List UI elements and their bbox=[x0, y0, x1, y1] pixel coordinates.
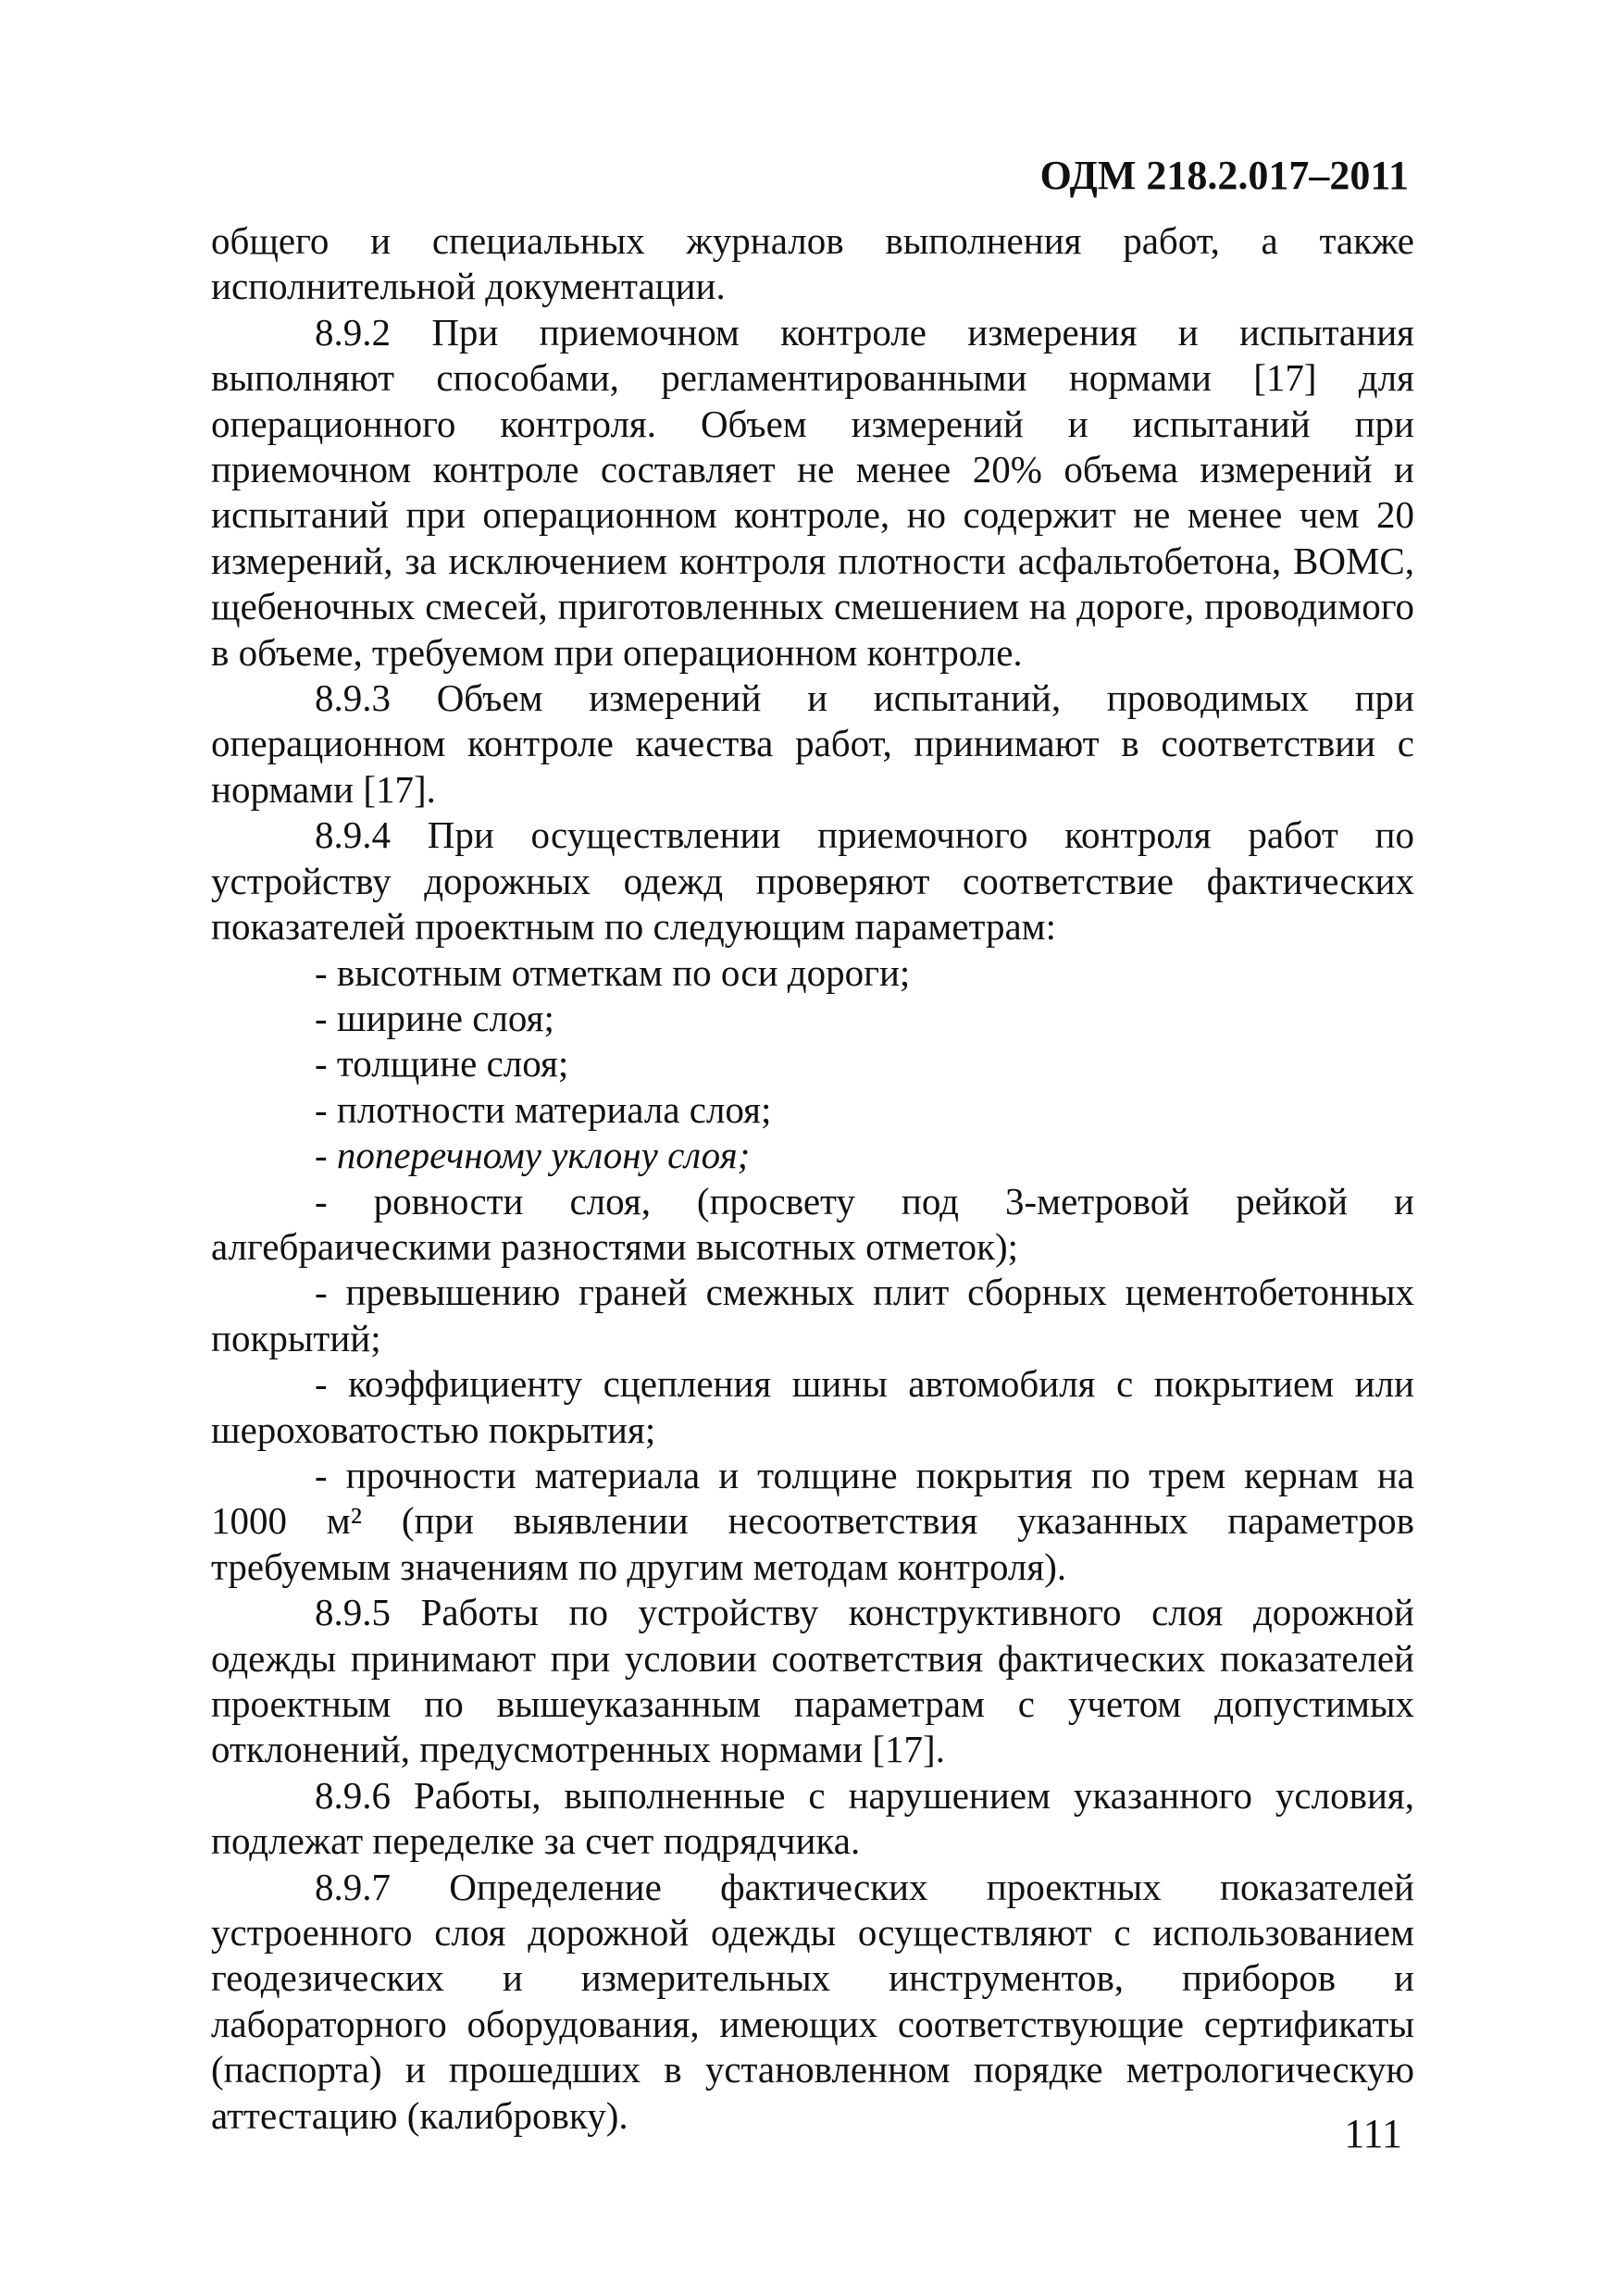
parameters-list bbox=[211, 950, 1414, 1591]
paragraph-8-9-4: 8.9.4 При осуществлении приемочного контроля работ по устройству дорожных одежд проверяют соответствие фактических показателей проектным по следующим параметрам: bbox=[211, 813, 1414, 949]
paragraph-8-9-7: 8.9.7 Определение фактических проектных показателей устроенного слоя дорожной одежды осуществляют с использованием геодезических и измерительных инструментов, приборов и лабораторного оборудования, имеющих соответствующие сертификаты (паспорта) и прошедших в установленном порядке метрологическую аттестацию (калибровку). bbox=[211, 1865, 1414, 2137]
list-item: - ровности слоя, (просвету под 3-метровой рейкой и алгебраическими разностями высотных отметок); bbox=[211, 1179, 1414, 1268]
list-item: - превышению граней смежных плит сборных цементобетонных покрытий; bbox=[211, 1271, 1414, 1359]
list-item: - поперечному уклону слоя; bbox=[315, 1134, 751, 1177]
list-item: - плотности материала слоя; bbox=[315, 1087, 772, 1131]
list-item: - толщине слоя; bbox=[315, 1042, 569, 1086]
paragraph-8-9-2: 8.9.2 При приемочном контроле измерения и испытания выполняют способами, регламентированными нормами [17] для операционного контроля. Объем измерений и испытаний при приемочном контроле составляет не менее 20% объема измерений и испытаний при операционном контроле, но содержит не менее чем 20 измерений, за исключением контроля плотности асфальтобетона, ВОМС, щебеночных смесей, приготовленных смешением на дороге, проводимого в объеме, требуемом при операционном контроле. bbox=[211, 310, 1414, 674]
list-item: - высотным отметкам по оси дороги; bbox=[315, 950, 911, 994]
page-number: 111 bbox=[1344, 2111, 1402, 2156]
list-item: - ширине слоя; bbox=[315, 996, 554, 1039]
page-content bbox=[211, 218, 1414, 2139]
list-item: - коэффициенту сцепления шины автомобиля с покрытием или шероховатостью покрытия; bbox=[211, 1362, 1414, 1451]
paragraph-8-9-5: 8.9.5 Работы по устройству конструктивного слоя дорожной одежды принимают при условии соответствия фактических показателей проектным по вышеуказанным параметрам с учетом допустимых отклонений, предусмотренных нормами [17]. bbox=[211, 1591, 1414, 1771]
document-code: ОДМ 218.2.017–2011 bbox=[1039, 153, 1409, 198]
paragraph-continuation: общего и специальных журналов выполнения работ, а также исполнительной документации. bbox=[211, 219, 1414, 308]
paragraph-8-9-3: 8.9.3 Объем измерений и испытаний, проводимых при операционном контроле качества работ, принимают в соответствии с нормами [17]. bbox=[211, 676, 1414, 811]
paragraph-8-9-6: 8.9.6 Работы, выполненные с нарушением указанного условия, подлежат переделке за счет подрядчика. bbox=[211, 1773, 1414, 1863]
list-item: - прочности материала и толщине покрытия по трем кернам на 1000 м² (при выявлении несоответствия указанных параметров требуемым значениям по другим методам контроля). bbox=[211, 1453, 1414, 1588]
